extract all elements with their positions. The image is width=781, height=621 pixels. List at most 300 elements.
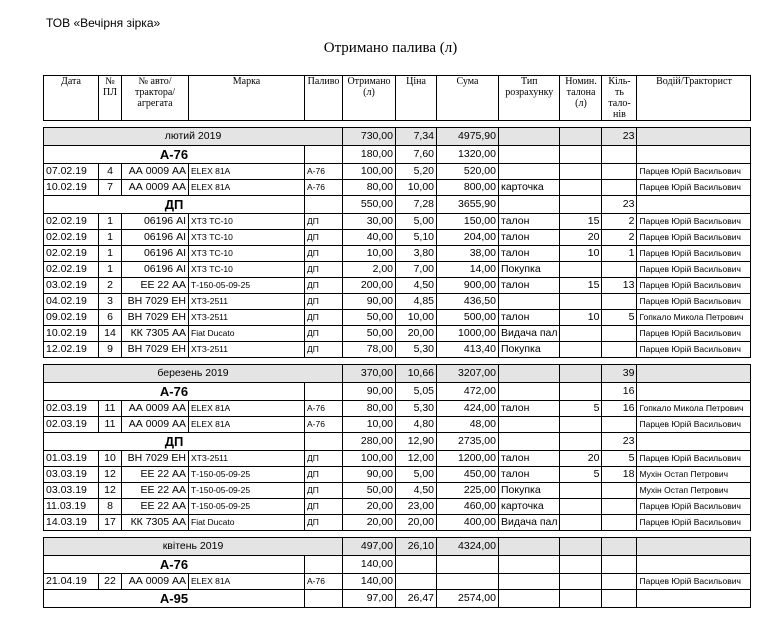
report-title: Отримано палива (л) — [323, 40, 458, 56]
vehicle-number-cell: КК 7305 АА — [122, 515, 189, 531]
payment-type-cell: талон — [499, 230, 560, 246]
coupon-count-cell — [602, 515, 637, 531]
fuel-type-cell: ДП — [305, 326, 343, 342]
fuel-summary-row — [44, 146, 751, 164]
empty-cell — [499, 433, 560, 451]
fuel-type-cell: ДП — [305, 310, 343, 326]
sum-cell: 48,00 — [437, 417, 499, 433]
month-count: 23 — [602, 128, 637, 146]
fuel-name: А-76 — [44, 146, 305, 164]
fuel-type-cell: ДП — [305, 230, 343, 246]
date-cell: 03.02.19 — [44, 278, 99, 294]
sum-cell: 413,40 — [437, 342, 499, 358]
sum-cell: 450,00 — [437, 467, 499, 483]
coupon-count-cell: 2 — [602, 230, 637, 246]
fuel-type-cell: A-76 — [305, 164, 343, 180]
waybill-number-cell: 9 — [99, 342, 122, 358]
price-cell: 5,30 — [396, 401, 437, 417]
received-cell: 90,00 — [343, 467, 396, 483]
waybill-number-cell: 4 — [99, 164, 122, 180]
fuel-count — [602, 556, 637, 574]
coupon-count-cell — [602, 180, 637, 196]
column-header: Паливо — [305, 76, 343, 121]
price-cell: 4,50 — [396, 483, 437, 499]
price-cell: 5,20 — [396, 164, 437, 180]
table-row — [44, 180, 751, 196]
fuel-count — [602, 146, 637, 164]
column-header: Кіль-ть тало-нів — [602, 76, 637, 121]
date-cell: 21.04.19 — [44, 574, 99, 590]
empty-cell — [560, 590, 602, 608]
coupon-count-cell — [602, 164, 637, 180]
date-cell: 02.02.19 — [44, 230, 99, 246]
table-row — [44, 515, 751, 531]
fuel-summary-row — [44, 196, 751, 214]
received-cell: 2,00 — [343, 262, 396, 278]
driver-cell: Парцев Юрій Васильович — [637, 180, 751, 196]
driver-cell: Мухін Остап Петрович — [637, 467, 751, 483]
table-row — [44, 164, 751, 180]
received-cell: 78,00 — [343, 342, 396, 358]
coupon-nominal-cell: 15 — [560, 214, 602, 230]
month-price: 10,66 — [396, 365, 437, 383]
sum-cell: 520,00 — [437, 164, 499, 180]
table-row — [44, 499, 751, 515]
fuel-type-cell: ДП — [305, 214, 343, 230]
waybill-number-cell: 11 — [99, 401, 122, 417]
column-header: Дата — [44, 76, 99, 121]
sum-cell — [437, 574, 499, 590]
vehicle-number-cell: 06196 АІ — [122, 246, 189, 262]
sum-cell: 436,50 — [437, 294, 499, 310]
table-row — [44, 574, 751, 590]
model-cell: ХТЗ ТС-10 — [189, 214, 305, 230]
vehicle-number-cell: 06196 АІ — [122, 230, 189, 246]
fuel-type-cell: ДП — [305, 278, 343, 294]
received-cell: 10,00 — [343, 246, 396, 262]
vehicle-number-cell: 06196 АІ — [122, 262, 189, 278]
model-cell: Т-150-05-09-25 — [189, 278, 305, 294]
empty-cell — [560, 146, 602, 164]
driver-cell: Парцев Юрій Васильович — [637, 246, 751, 262]
waybill-number-cell: 1 — [99, 214, 122, 230]
price-cell: 4,50 — [396, 278, 437, 294]
empty-cell — [637, 590, 751, 608]
driver-cell: Гопкало Микола Петрович — [637, 401, 751, 417]
fuel-type-cell: A-76 — [305, 401, 343, 417]
month-received: 370,00 — [343, 365, 396, 383]
fuel-type-cell: A-76 — [305, 574, 343, 590]
spacer-row — [44, 531, 751, 538]
coupon-nominal-cell: 5 — [560, 467, 602, 483]
sum-cell: 460,00 — [437, 499, 499, 515]
payment-type-cell: талон — [499, 278, 560, 294]
fuel-count: 16 — [602, 383, 637, 401]
date-cell: 01.03.19 — [44, 451, 99, 467]
waybill-number-cell: 17 — [99, 515, 122, 531]
vehicle-number-cell: ЕЕ 22 АА — [122, 278, 189, 294]
month-label: квітень 2019 — [44, 538, 343, 556]
empty-cell — [560, 556, 602, 574]
coupon-count-cell — [602, 417, 637, 433]
payment-type-cell: талон — [499, 310, 560, 326]
empty-cell — [637, 196, 751, 214]
price-cell: 10,00 — [396, 180, 437, 196]
fuel-type-cell: ДП — [305, 499, 343, 515]
received-cell: 20,00 — [343, 499, 396, 515]
column-header: Тип розрахунку — [499, 76, 560, 121]
waybill-number-cell: 6 — [99, 310, 122, 326]
fuel-sum: 3655,90 — [437, 196, 499, 214]
vehicle-number-cell: АА 0009 АА — [122, 164, 189, 180]
received-cell: 140,00 — [343, 574, 396, 590]
empty-cell — [637, 556, 751, 574]
empty-cell — [637, 433, 751, 451]
model-cell: ХТЗ-2511 — [189, 310, 305, 326]
coupon-count-cell: 16 — [602, 401, 637, 417]
vehicle-number-cell: КК 7305 АА — [122, 326, 189, 342]
table-row — [44, 310, 751, 326]
waybill-number-cell: 2 — [99, 278, 122, 294]
sum-cell: 38,00 — [437, 246, 499, 262]
coupon-count-cell: 13 — [602, 278, 637, 294]
empty-cell — [305, 433, 343, 451]
fuel-price: 7,28 — [396, 196, 437, 214]
model-cell: ХТЗ-2511 — [189, 294, 305, 310]
received-cell: 40,00 — [343, 230, 396, 246]
waybill-number-cell: 3 — [99, 294, 122, 310]
fuel-type-cell: ДП — [305, 262, 343, 278]
waybill-number-cell: 11 — [99, 417, 122, 433]
fuel-type-cell: ДП — [305, 451, 343, 467]
received-cell: 90,00 — [343, 294, 396, 310]
month-received: 730,00 — [343, 128, 396, 146]
payment-type-cell: Покупка — [499, 262, 560, 278]
month-count — [602, 538, 637, 556]
coupon-count-cell — [602, 262, 637, 278]
vehicle-number-cell: АА 0009 АА — [122, 180, 189, 196]
empty-cell — [499, 146, 560, 164]
driver-cell: Парцев Юрій Васильович — [637, 342, 751, 358]
received-cell: 30,00 — [343, 214, 396, 230]
coupon-nominal-cell: 5 — [560, 401, 602, 417]
payment-type-cell: Видача пал — [499, 326, 560, 342]
model-cell: ХТЗ-2511 — [189, 451, 305, 467]
table-row — [44, 401, 751, 417]
fuel-type-cell: A-76 — [305, 180, 343, 196]
date-cell: 07.02.19 — [44, 164, 99, 180]
fuel-sum: 472,00 — [437, 383, 499, 401]
empty-cell — [305, 556, 343, 574]
coupon-count-cell — [602, 574, 637, 590]
sum-cell: 800,00 — [437, 180, 499, 196]
coupon-nominal-cell — [560, 499, 602, 515]
model-cell: Т-150-05-09-25 — [189, 483, 305, 499]
coupon-count-cell: 5 — [602, 310, 637, 326]
waybill-number-cell: 12 — [99, 483, 122, 499]
sum-cell: 225,00 — [437, 483, 499, 499]
price-cell: 20,00 — [396, 326, 437, 342]
table-row — [44, 214, 751, 230]
vehicle-number-cell: ЕЕ 22 АА — [122, 483, 189, 499]
empty-cell — [499, 556, 560, 574]
fuel-sum: 1320,00 — [437, 146, 499, 164]
fuel-sum: 2735,00 — [437, 433, 499, 451]
coupon-count-cell — [602, 342, 637, 358]
fuel-count: 23 — [602, 433, 637, 451]
column-header: № ПЛ — [99, 76, 122, 121]
coupon-nominal-cell — [560, 164, 602, 180]
column-header: № авто/ трактора/ агрегата — [122, 76, 189, 121]
driver-cell: Парцев Юрій Васильович — [637, 278, 751, 294]
coupon-nominal-cell — [560, 262, 602, 278]
empty-cell — [305, 146, 343, 164]
company-name: ТОВ «Вечірня зірка» — [46, 16, 161, 30]
sum-cell: 1200,00 — [437, 451, 499, 467]
table-row — [44, 467, 751, 483]
model-cell: ELEX 81A — [189, 417, 305, 433]
table-row — [44, 230, 751, 246]
price-cell: 5,10 — [396, 230, 437, 246]
date-cell: 04.02.19 — [44, 294, 99, 310]
driver-cell: Парцев Юрій Васильович — [637, 515, 751, 531]
fuel-type-cell: ДП — [305, 342, 343, 358]
fuel-count — [602, 590, 637, 608]
coupon-nominal-cell: 10 — [560, 310, 602, 326]
driver-cell: Парцев Юрій Васильович — [637, 499, 751, 515]
fuel-received: 280,00 — [343, 433, 396, 451]
empty-cell — [560, 433, 602, 451]
month-label: лютий 2019 — [44, 128, 343, 146]
received-cell: 10,00 — [343, 417, 396, 433]
empty-cell — [560, 196, 602, 214]
driver-cell: Парцев Юрій Васильович — [637, 451, 751, 467]
empty-cell — [637, 146, 751, 164]
empty-cell — [637, 365, 751, 383]
month-count: 39 — [602, 365, 637, 383]
coupon-count-cell: 1 — [602, 246, 637, 262]
date-cell: 03.03.19 — [44, 483, 99, 499]
sum-cell: 400,00 — [437, 515, 499, 531]
waybill-number-cell: 1 — [99, 230, 122, 246]
fuel-name: А-76 — [44, 556, 305, 574]
date-cell: 02.02.19 — [44, 246, 99, 262]
vehicle-number-cell: ЕЕ 22 АА — [122, 467, 189, 483]
driver-cell: Парцев Юрій Васильович — [637, 294, 751, 310]
table-row — [44, 278, 751, 294]
column-header: Марка — [189, 76, 305, 121]
payment-type-cell: карточка — [499, 499, 560, 515]
coupon-count-cell — [602, 499, 637, 515]
coupon-nominal-cell: 10 — [560, 246, 602, 262]
empty-cell — [305, 383, 343, 401]
sum-cell: 900,00 — [437, 278, 499, 294]
model-cell: ELEX 81A — [189, 401, 305, 417]
coupon-nominal-cell: 20 — [560, 230, 602, 246]
vehicle-number-cell: АА 0009 АА — [122, 574, 189, 590]
date-cell: 02.02.19 — [44, 262, 99, 278]
empty-cell — [560, 365, 602, 383]
coupon-nominal-cell: 15 — [560, 278, 602, 294]
vehicle-number-cell: ВН 7029 ЕН — [122, 310, 189, 326]
price-cell: 3,80 — [396, 246, 437, 262]
sum-cell: 1000,00 — [437, 326, 499, 342]
date-cell: 12.02.19 — [44, 342, 99, 358]
waybill-number-cell: 10 — [99, 451, 122, 467]
vehicle-number-cell: АА 0009 АА — [122, 401, 189, 417]
column-header: Отримано (л) — [343, 76, 396, 121]
model-cell: ХТЗ ТС-10 — [189, 230, 305, 246]
fuel-received: 97,00 — [343, 590, 396, 608]
driver-cell: Парцев Юрій Васильович — [637, 262, 751, 278]
empty-cell — [499, 196, 560, 214]
date-cell: 09.02.19 — [44, 310, 99, 326]
price-cell: 5,30 — [396, 342, 437, 358]
fuel-type-cell: ДП — [305, 483, 343, 499]
empty-cell — [499, 538, 560, 556]
fuel-summary-row — [44, 433, 751, 451]
coupon-nominal-cell — [560, 483, 602, 499]
model-cell: Fiat Ducato — [189, 326, 305, 342]
vehicle-number-cell: ЕЕ 22 АА — [122, 499, 189, 515]
driver-cell: Парцев Юрій Васильович — [637, 574, 751, 590]
empty-cell — [560, 128, 602, 146]
waybill-number-cell: 22 — [99, 574, 122, 590]
received-cell: 80,00 — [343, 180, 396, 196]
column-header: Номин. талона (л) — [560, 76, 602, 121]
fuel-price: 12,90 — [396, 433, 437, 451]
payment-type-cell: талон — [499, 401, 560, 417]
coupon-nominal-cell — [560, 515, 602, 531]
empty-cell — [305, 590, 343, 608]
coupon-nominal-cell — [560, 180, 602, 196]
empty-cell — [499, 365, 560, 383]
fuel-name: А-95 — [44, 590, 305, 608]
month-summary-row — [44, 538, 751, 556]
driver-cell: Парцев Юрій Васильович — [637, 417, 751, 433]
coupon-count-cell — [602, 326, 637, 342]
table-row — [44, 483, 751, 499]
received-cell: 100,00 — [343, 164, 396, 180]
table-row — [44, 246, 751, 262]
vehicle-number-cell: АА 0009 АА — [122, 417, 189, 433]
payment-type-cell — [499, 417, 560, 433]
driver-cell: Парцев Юрій Васильович — [637, 214, 751, 230]
fuel-type-cell: ДП — [305, 294, 343, 310]
fuel-price: 26,47 — [396, 590, 437, 608]
price-cell: 4,80 — [396, 417, 437, 433]
price-cell: 7,00 — [396, 262, 437, 278]
payment-type-cell: талон — [499, 246, 560, 262]
model-cell: Fiat Ducato — [189, 515, 305, 531]
empty-cell — [499, 383, 560, 401]
model-cell: ХТЗ ТС-10 — [189, 262, 305, 278]
price-cell: 12,00 — [396, 451, 437, 467]
price-cell: 10,00 — [396, 310, 437, 326]
coupon-nominal-cell — [560, 294, 602, 310]
spacer-row — [44, 121, 751, 128]
fuel-price: 7,60 — [396, 146, 437, 164]
driver-cell: Парцев Юрій Васильович — [637, 164, 751, 180]
table-row — [44, 342, 751, 358]
model-cell: Т-150-05-09-25 — [189, 499, 305, 515]
payment-type-cell — [499, 294, 560, 310]
fuel-summary-row — [44, 590, 751, 608]
table-row — [44, 417, 751, 433]
fuel-type-cell: ДП — [305, 246, 343, 262]
vehicle-number-cell: 06196 АІ — [122, 214, 189, 230]
table-row — [44, 262, 751, 278]
fuel-received: 180,00 — [343, 146, 396, 164]
received-cell: 50,00 — [343, 310, 396, 326]
empty-cell — [305, 196, 343, 214]
driver-cell: Мухін Остап Петрович — [637, 483, 751, 499]
received-cell: 50,00 — [343, 483, 396, 499]
coupon-count-cell: 18 — [602, 467, 637, 483]
payment-type-cell: Покупка — [499, 342, 560, 358]
month-received: 497,00 — [343, 538, 396, 556]
empty-cell — [637, 383, 751, 401]
column-header: Ціна — [396, 76, 437, 121]
waybill-number-cell: 12 — [99, 467, 122, 483]
received-cell: 50,00 — [343, 326, 396, 342]
vehicle-number-cell: ВН 7029 ЕН — [122, 342, 189, 358]
vehicle-number-cell: ВН 7029 ЕН — [122, 451, 189, 467]
fuel-report-table — [43, 75, 751, 608]
payment-type-cell: талон — [499, 451, 560, 467]
empty-cell — [637, 538, 751, 556]
payment-type-cell — [499, 574, 560, 590]
sum-cell: 424,00 — [437, 401, 499, 417]
table-row — [44, 294, 751, 310]
fuel-sum — [437, 556, 499, 574]
empty-cell — [560, 383, 602, 401]
price-cell: 4,85 — [396, 294, 437, 310]
table-row — [44, 451, 751, 467]
fuel-name: ДП — [44, 196, 305, 214]
date-cell: 10.02.19 — [44, 180, 99, 196]
price-cell: 23,00 — [396, 499, 437, 515]
date-cell: 10.02.19 — [44, 326, 99, 342]
sum-cell: 14,00 — [437, 262, 499, 278]
fuel-received: 550,00 — [343, 196, 396, 214]
driver-cell: Парцев Юрій Васильович — [637, 230, 751, 246]
sum-cell: 500,00 — [437, 310, 499, 326]
payment-type-cell — [499, 164, 560, 180]
date-cell: 02.02.19 — [44, 214, 99, 230]
fuel-sum: 2574,00 — [437, 590, 499, 608]
table-row — [44, 326, 751, 342]
empty-cell — [637, 128, 751, 146]
received-cell: 80,00 — [343, 401, 396, 417]
payment-type-cell: талон — [499, 467, 560, 483]
model-cell: ELEX 81A — [189, 164, 305, 180]
column-header: Водій/Тракторист — [637, 76, 751, 121]
sum-cell: 204,00 — [437, 230, 499, 246]
coupon-nominal-cell — [560, 417, 602, 433]
price-cell — [396, 574, 437, 590]
coupon-nominal-cell — [560, 342, 602, 358]
empty-cell — [560, 538, 602, 556]
fuel-received: 90,00 — [343, 383, 396, 401]
fuel-name: А-76 — [44, 383, 305, 401]
coupon-nominal-cell — [560, 574, 602, 590]
month-summary-row — [44, 365, 751, 383]
coupon-count-cell — [602, 483, 637, 499]
date-cell: 02.03.19 — [44, 401, 99, 417]
spacer-row — [44, 358, 751, 365]
payment-type-cell: Покупка — [499, 483, 560, 499]
